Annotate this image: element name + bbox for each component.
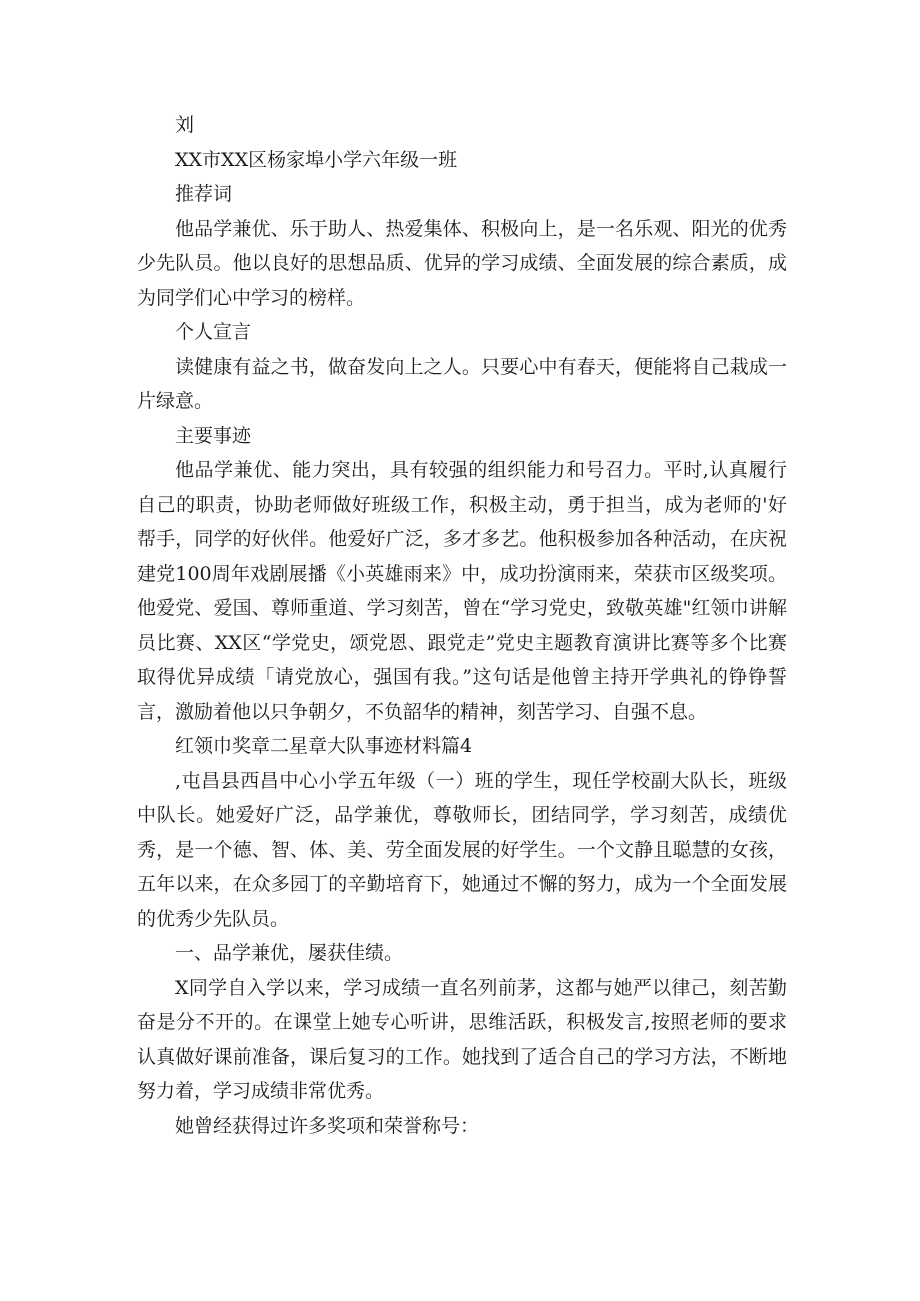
- intro-paragraph: ,屯昌县西昌中心小学五年级（一）班的学生，现任学校副大队长，班级中队长。她爱好广泛，品学兼优，尊敬师长，团结同学，学习刻苦，成绩优秀，是一个德、智、体、美、劳全面发展的好学生。一个文静且聪慧的女孩，五年以来，在众多园丁的辛勤培育下，她通过不懈的努力，成为一个全面发展的优秀少先队员。: [137, 769, 787, 930]
- study-paragraph: X同学自入学以来，学习成绩一直名列前茅，这都与她严以律己，刻苦勤奋是分不开的。在课堂上她专心听讲，思维活跃，积极发言,按照老师的要求认真做好课前准备，课后复习的工作。她找到了适合自己的学习方法，不断地努力着，学习成绩非常优秀。: [137, 976, 787, 1102]
- school-class: XX市XX区杨家埠小学六年级一班: [175, 148, 458, 171]
- section-heading-declaration: 个人宣言: [175, 321, 252, 343]
- subheading-excellence: 一、品学兼优，屡获佳绩。: [175, 942, 404, 964]
- declaration-paragraph: 读健康有益之书，做奋发向上之人。只要心中有春天，便能将自己栽成一片绿意。: [137, 355, 787, 412]
- section-heading-recommendation: 推荐词: [175, 183, 233, 205]
- document-body: [137, 108, 787, 1143]
- student-name: 刘: [175, 114, 195, 136]
- section-heading-main-deeds: 主要事迹: [175, 424, 252, 447]
- article-title: 红领巾奖章二星章大队事迹材料篇4: [175, 735, 473, 757]
- main-deeds-paragraph: 他品学兼优、能力突出，具有较强的组织能力和号召力。平时,认真履行自己的职责，协助老师做好班级工作，积极主动，勇于担当，成为老师的'好帮手，同学的好伙伴。他爱好广泛，多才多艺。他积极参加各种活动，在庆祝建党100周年戏剧展播《小英雄雨来》中，成功扮演雨来，荣获市区级奖项。他爱党、爱国、尊师重道、学习刻苦，曾在“学习党史，致敬英雄"红领巾讲解员比赛、XX区“学党史，颂党恩、跟党走”党史主题教育演讲比赛等多个比赛取得优异成绩「请党放心，强国有我。”这句话是他曾主持开学典礼的铮铮誓言，激励着他以只争朝夕，不负韶华的精神，刻苦学习、自强不息。: [137, 459, 787, 723]
- awards-intro: 她曾经获得过许多奖项和荣誉称号：: [175, 1114, 480, 1137]
- recommendation-paragraph: 他品学兼优、乐于助人、热爱集体、积极向上，是一名乐观、阳光的优秀少先队员。他以良好的思想品质、优异的学习成绩、全面发展的综合素质，成为同学们心中学习的榜样。: [137, 217, 787, 309]
